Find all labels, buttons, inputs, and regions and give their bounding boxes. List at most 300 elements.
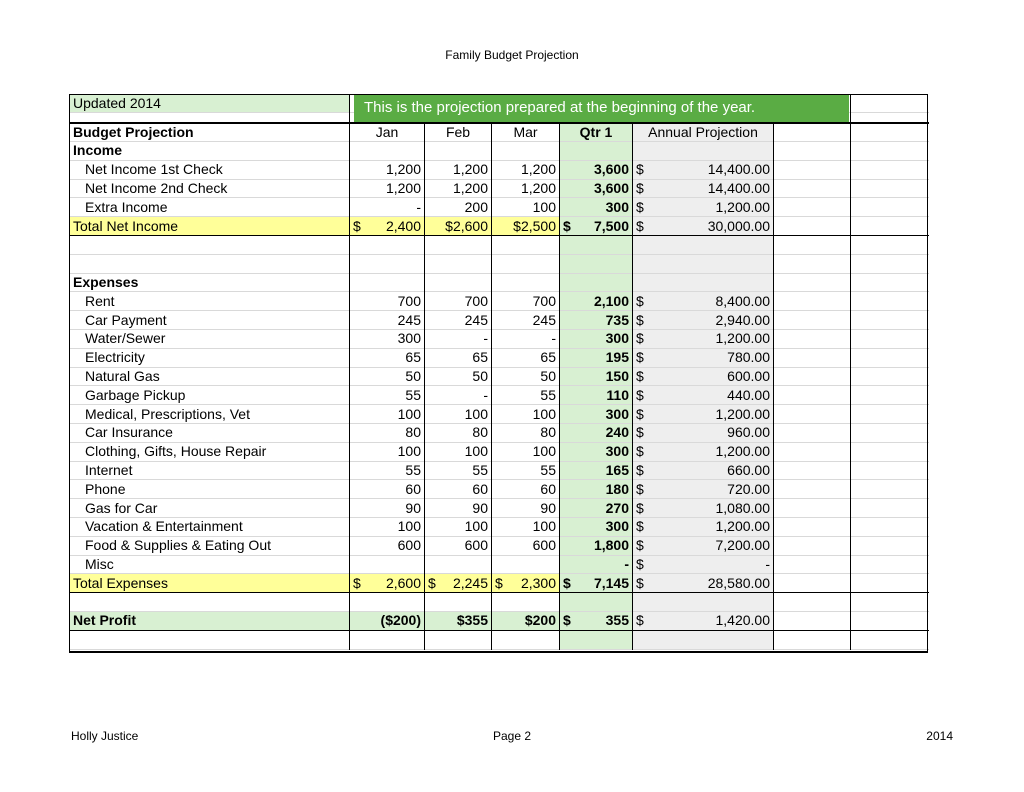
expense-row-annual[interactable]	[633, 405, 774, 424]
expense-row-qtr1[interactable]: 110	[560, 386, 633, 405]
expense-row	[70, 405, 929, 424]
income-row-jan[interactable]: 1,200	[350, 179, 425, 198]
income-row-annual-value: 14,400.00	[707, 180, 770, 197]
expense-row-annual[interactable]	[633, 367, 774, 386]
expense-row-label: Car Insurance	[70, 424, 350, 443]
cell[interactable]	[633, 593, 774, 612]
expense-row-qtr1[interactable]: 150	[560, 367, 633, 386]
expense-row-jan[interactable]: 55	[350, 461, 425, 480]
expense-row-annual-value: 1,080.00	[715, 499, 770, 516]
expense-row-jan[interactable]: 55	[350, 386, 425, 405]
cell[interactable]	[70, 593, 350, 612]
cell[interactable]	[492, 254, 560, 273]
expense-row-qtr1[interactable]: 165	[560, 461, 633, 480]
cell[interactable]	[851, 405, 929, 424]
expense-row-jan[interactable]: 600	[350, 536, 425, 555]
expense-row-label: Garbage Pickup	[70, 386, 350, 405]
cell[interactable]	[851, 518, 929, 537]
dollar-sign: $	[636, 443, 644, 460]
dollar-sign: $	[636, 368, 644, 385]
cell[interactable]	[350, 273, 425, 292]
dollar-sign: $	[353, 217, 361, 234]
expense-row-feb[interactable]: 65	[425, 348, 492, 367]
cell[interactable]	[70, 254, 350, 273]
cell[interactable]	[774, 311, 851, 330]
cell[interactable]	[851, 536, 929, 555]
net-profit-feb[interactable]: $355	[425, 612, 492, 631]
cell[interactable]	[851, 330, 929, 349]
expense-row	[70, 536, 929, 555]
cell[interactable]	[633, 254, 774, 273]
income-row-jan[interactable]: -	[350, 198, 425, 217]
expense-row-qtr1[interactable]: 735	[560, 311, 633, 330]
expense-row-feb[interactable]: 100	[425, 518, 492, 537]
dollar-sign: $	[428, 574, 436, 591]
expense-row-qtr1[interactable]: -	[560, 555, 633, 574]
expense-row-feb[interactable]: 245	[425, 311, 492, 330]
blank-row	[70, 236, 929, 255]
cell[interactable]	[774, 198, 851, 217]
cell[interactable]	[851, 386, 929, 405]
total-income-feb[interactable]: $2,600	[425, 217, 492, 236]
dollar-sign: $	[636, 217, 644, 234]
expense-row-label: Food & Supplies & Eating Out	[70, 536, 350, 555]
dollar-sign: $	[636, 480, 644, 497]
cell[interactable]	[851, 555, 929, 574]
total-expenses-annual[interactable]	[633, 574, 774, 593]
cell[interactable]	[851, 142, 929, 161]
expense-row-jan[interactable]: 100	[350, 405, 425, 424]
total-expenses-mar-value: 2,300	[520, 574, 556, 591]
total-expenses-jan-value: 2,600	[385, 574, 421, 591]
expense-row	[70, 461, 929, 480]
income-row	[70, 198, 929, 217]
expense-row-feb[interactable]: 100	[425, 442, 492, 461]
expense-row-qtr1[interactable]: 2,100	[560, 292, 633, 311]
income-row-annual[interactable]	[633, 160, 774, 179]
cell[interactable]	[774, 367, 851, 386]
cell[interactable]	[851, 292, 929, 311]
dollar-sign: $	[563, 612, 571, 629]
cell[interactable]	[851, 236, 929, 255]
total-expenses-jan[interactable]	[350, 574, 425, 593]
expense-row-qtr1[interactable]: 300	[560, 405, 633, 424]
expense-row-mar[interactable]: 600	[492, 536, 560, 555]
expense-row-mar[interactable]: 245	[492, 311, 560, 330]
column-header-qtr1: Qtr 1	[560, 123, 633, 142]
total-income-qtr1-value: 7,500	[593, 217, 629, 234]
expense-row-jan[interactable]: 245	[350, 311, 425, 330]
blank-row	[70, 254, 929, 273]
cell[interactable]	[350, 236, 425, 255]
footer-year: 2014	[926, 729, 953, 743]
expense-row-mar[interactable]: 80	[492, 424, 560, 443]
income-row-feb[interactable]: 200	[425, 198, 492, 217]
expense-row-annual[interactable]	[633, 292, 774, 311]
budget-table	[69, 94, 929, 650]
cell[interactable]	[560, 593, 633, 612]
expense-row-annual-value: 7,200.00	[715, 537, 770, 554]
expense-row-jan[interactable]: 60	[350, 480, 425, 499]
expense-row-feb[interactable]: 80	[425, 424, 492, 443]
column-header-mar: Mar	[492, 123, 560, 142]
income-row-qtr1[interactable]: 3,600	[560, 179, 633, 198]
dollar-sign: $	[636, 198, 644, 215]
total-expenses-feb[interactable]	[425, 574, 492, 593]
cell[interactable]	[774, 574, 851, 593]
expense-row-mar[interactable]: 100	[492, 518, 560, 537]
cell[interactable]	[774, 480, 851, 499]
cell[interactable]	[350, 254, 425, 273]
expense-row-jan[interactable]: 80	[350, 424, 425, 443]
expense-row	[70, 292, 929, 311]
expense-row-annual[interactable]	[633, 536, 774, 555]
cell[interactable]	[774, 123, 851, 142]
cell[interactable]	[851, 198, 929, 217]
cell[interactable]	[774, 217, 851, 236]
expense-row-feb[interactable]: 600	[425, 536, 492, 555]
cell[interactable]	[774, 160, 851, 179]
cell[interactable]	[851, 94, 929, 113]
cell[interactable]	[851, 311, 929, 330]
cell[interactable]	[774, 499, 851, 518]
expense-row-annual[interactable]	[633, 461, 774, 480]
cell[interactable]	[560, 142, 633, 161]
total-income-jan[interactable]	[350, 217, 425, 236]
expense-row-annual-value: 8,400.00	[715, 292, 770, 309]
net-profit-mar[interactable]: $200	[492, 612, 560, 631]
expense-row-mar[interactable]: 65	[492, 348, 560, 367]
expense-row-annual-value: 660.00	[727, 462, 770, 479]
dollar-sign: $	[636, 424, 644, 441]
budget-table-body	[70, 94, 929, 649]
expense-row-jan[interactable]: 100	[350, 518, 425, 537]
expense-row-feb[interactable]: 90	[425, 499, 492, 518]
expense-row-mar[interactable]: 50	[492, 367, 560, 386]
income-row-mar[interactable]: 1,200	[492, 179, 560, 198]
dollar-sign: $	[353, 574, 361, 591]
cell[interactable]	[70, 113, 350, 123]
expense-row-annual[interactable]	[633, 311, 774, 330]
expense-row-annual[interactable]	[633, 330, 774, 349]
expense-row-qtr1[interactable]: 1,800	[560, 536, 633, 555]
total-expenses-feb-value: 2,245	[452, 574, 488, 591]
cell[interactable]	[633, 236, 774, 255]
net-profit-label: Net Profit	[70, 612, 350, 631]
income-heading: Income	[70, 142, 350, 161]
income-row-mar[interactable]: 1,200	[492, 160, 560, 179]
cell[interactable]	[774, 405, 851, 424]
expense-row-annual-value: 1,200.00	[715, 443, 770, 460]
expense-row-qtr1[interactable]: 300	[560, 518, 633, 537]
expense-row-mar[interactable]: 100	[492, 405, 560, 424]
expense-row-jan[interactable]	[350, 555, 425, 574]
dollar-sign: $	[636, 462, 644, 479]
expense-row-annual[interactable]	[633, 424, 774, 443]
income-row-mar[interactable]: 100	[492, 198, 560, 217]
expense-row-annual-value: 1,200.00	[715, 405, 770, 422]
cell[interactable]	[492, 630, 560, 649]
cell[interactable]	[774, 461, 851, 480]
cell[interactable]	[425, 236, 492, 255]
expense-row-feb[interactable]: -	[425, 386, 492, 405]
column-header-annual: Annual Projection	[633, 123, 774, 142]
cell[interactable]	[851, 612, 929, 631]
expense-row	[70, 348, 929, 367]
cell[interactable]	[851, 254, 929, 273]
cell[interactable]	[851, 113, 929, 123]
expense-row-label: Rent	[70, 292, 350, 311]
expense-row-mar[interactable]: 90	[492, 499, 560, 518]
cell[interactable]	[851, 442, 929, 461]
cell[interactable]	[774, 442, 851, 461]
cell[interactable]	[774, 518, 851, 537]
expense-row-label: Water/Sewer	[70, 330, 350, 349]
dollar-sign: $	[636, 612, 644, 629]
expense-row-label: Clothing, Gifts, House Repair	[70, 442, 350, 461]
dollar-sign: $	[636, 574, 644, 591]
cell[interactable]	[425, 273, 492, 292]
cell[interactable]	[851, 630, 929, 649]
cell[interactable]	[851, 480, 929, 499]
income-row-annual[interactable]	[633, 198, 774, 217]
expense-row-annual[interactable]	[633, 499, 774, 518]
cell[interactable]	[851, 593, 929, 612]
net-profit-qtr1[interactable]	[560, 612, 633, 631]
expense-row-mar[interactable]: 55	[492, 461, 560, 480]
column-header-jan: Jan	[350, 123, 425, 142]
expense-row-jan[interactable]: 300	[350, 330, 425, 349]
expense-row-label: Phone	[70, 480, 350, 499]
cell[interactable]	[560, 630, 633, 649]
cell[interactable]	[70, 630, 350, 649]
total-income-qtr1[interactable]	[560, 217, 633, 236]
cell[interactable]	[492, 593, 560, 612]
expense-row	[70, 386, 929, 405]
dollar-sign: $	[495, 574, 503, 591]
total-expenses-annual-value: 28,580.00	[707, 574, 770, 591]
cell[interactable]	[633, 142, 774, 161]
column-header-label: Budget Projection	[70, 123, 350, 142]
cell[interactable]	[851, 160, 929, 179]
income-row-annual[interactable]	[633, 179, 774, 198]
dollar-sign: $	[636, 386, 644, 403]
expense-row-jan[interactable]: 50	[350, 367, 425, 386]
expense-row-label: Vacation & Entertainment	[70, 518, 350, 537]
expense-row-feb[interactable]: 100	[425, 405, 492, 424]
expense-row-feb[interactable]: -	[425, 330, 492, 349]
cell[interactable]	[633, 630, 774, 649]
page-header-title: Family Budget Projection	[445, 48, 579, 62]
cell[interactable]	[774, 254, 851, 273]
cell[interactable]	[633, 273, 774, 292]
cell[interactable]	[350, 142, 425, 161]
cell[interactable]	[774, 593, 851, 612]
cell[interactable]	[492, 142, 560, 161]
expense-row-label: Misc	[70, 555, 350, 574]
footer-author: Holly Justice	[71, 729, 139, 743]
cell[interactable]	[851, 217, 929, 236]
cell[interactable]	[774, 330, 851, 349]
cell[interactable]	[774, 236, 851, 255]
cell[interactable]	[851, 461, 929, 480]
total-income-annual[interactable]	[633, 217, 774, 236]
expense-row-mar[interactable]: -	[492, 330, 560, 349]
cell[interactable]	[851, 574, 929, 593]
cell[interactable]	[350, 593, 425, 612]
expense-row-mar[interactable]: 55	[492, 386, 560, 405]
dollar-sign: $	[636, 180, 644, 197]
footer-page-number: Page 2	[492, 729, 532, 743]
dollar-sign: $	[636, 518, 644, 535]
income-row-qtr1[interactable]: 3,600	[560, 160, 633, 179]
expense-row	[70, 518, 929, 537]
income-row	[70, 160, 929, 179]
expense-row-feb[interactable]: 700	[425, 292, 492, 311]
dollar-sign: $	[636, 556, 644, 573]
cell[interactable]	[774, 630, 851, 649]
cell[interactable]	[774, 348, 851, 367]
cell[interactable]	[774, 386, 851, 405]
cell[interactable]	[425, 630, 492, 649]
dollar-sign: $	[636, 537, 644, 554]
expense-row	[70, 555, 929, 574]
expense-row-annual[interactable]	[633, 555, 774, 574]
expense-row-annual[interactable]	[633, 386, 774, 405]
expense-row-mar[interactable]: 100	[492, 442, 560, 461]
expense-row-annual[interactable]	[633, 442, 774, 461]
cell[interactable]	[774, 424, 851, 443]
net-profit-qtr1-value: 355	[605, 612, 629, 629]
total-income-label: Total Net Income	[70, 217, 350, 236]
expense-row	[70, 311, 929, 330]
expense-row-mar[interactable]: 60	[492, 480, 560, 499]
expense-row-mar[interactable]: 700	[492, 292, 560, 311]
blank-row	[70, 593, 929, 612]
expense-row-annual-value: -	[765, 556, 770, 573]
income-row-label: Net Income 2nd Check	[70, 179, 350, 198]
expense-row-annual[interactable]	[633, 480, 774, 499]
expense-row-label: Internet	[70, 461, 350, 480]
cell[interactable]	[492, 236, 560, 255]
cell[interactable]	[851, 179, 929, 198]
expense-row	[70, 367, 929, 386]
expense-row-feb[interactable]	[425, 555, 492, 574]
total-income-row	[70, 217, 929, 236]
cell[interactable]	[560, 273, 633, 292]
dollar-sign: $	[563, 217, 571, 234]
expense-row-label: Electricity	[70, 348, 350, 367]
expense-row-annual-value: 1,200.00	[715, 330, 770, 347]
income-row-feb[interactable]: 1,200	[425, 179, 492, 198]
expense-row-label: Gas for Car	[70, 499, 350, 518]
expense-row-feb[interactable]: 50	[425, 367, 492, 386]
total-expenses-qtr1-value: 7,145	[593, 574, 629, 591]
net-profit-jan[interactable]: ($200)	[350, 612, 425, 631]
cell[interactable]	[851, 123, 929, 142]
expense-row-qtr1[interactable]: 180	[560, 480, 633, 499]
total-expenses-label: Total Expenses	[70, 574, 350, 593]
expense-row-annual[interactable]	[633, 348, 774, 367]
net-profit-annual-value: 1,420.00	[715, 612, 770, 629]
dollar-sign: $	[636, 349, 644, 366]
updated-cell[interactable]: Updated 2014	[70, 94, 350, 113]
total-income-mar[interactable]: $2,500	[492, 217, 560, 236]
net-profit-row	[70, 612, 929, 631]
cell[interactable]	[774, 612, 851, 631]
total-expenses-row	[70, 574, 929, 593]
expense-row-annual-value: 1,200.00	[715, 518, 770, 535]
expense-row-annual[interactable]	[633, 518, 774, 537]
total-income-annual-value: 30,000.00	[707, 217, 770, 234]
cell[interactable]	[774, 273, 851, 292]
cell[interactable]	[560, 236, 633, 255]
expense-row-annual-value: 780.00	[727, 349, 770, 366]
expense-row-jan[interactable]: 90	[350, 499, 425, 518]
total-expenses-mar[interactable]	[492, 574, 560, 593]
cell[interactable]	[492, 273, 560, 292]
expense-row	[70, 424, 929, 443]
cell[interactable]	[851, 348, 929, 367]
income-row-jan[interactable]: 1,200	[350, 160, 425, 179]
expense-row-qtr1[interactable]: 300	[560, 330, 633, 349]
expense-row-qtr1[interactable]: 195	[560, 348, 633, 367]
expense-row-label: Natural Gas	[70, 367, 350, 386]
cell[interactable]	[774, 179, 851, 198]
cell[interactable]	[851, 367, 929, 386]
expense-row-label: Medical, Prescriptions, Vet	[70, 405, 350, 424]
expense-row-annual-value: 440.00	[727, 386, 770, 403]
expense-row-annual-value: 720.00	[727, 480, 770, 497]
income-row-qtr1[interactable]: 300	[560, 198, 633, 217]
net-profit-annual[interactable]	[633, 612, 774, 631]
expense-row-jan[interactable]: 65	[350, 348, 425, 367]
expense-row-mar[interactable]	[492, 555, 560, 574]
expense-row-qtr1[interactable]: 270	[560, 499, 633, 518]
income-row-feb[interactable]: 1,200	[425, 160, 492, 179]
total-expenses-qtr1[interactable]	[560, 574, 633, 593]
cell[interactable]	[851, 499, 929, 518]
cell[interactable]	[350, 630, 425, 649]
cell[interactable]	[851, 424, 929, 443]
expense-row	[70, 480, 929, 499]
cell[interactable]	[425, 142, 492, 161]
cell[interactable]	[774, 536, 851, 555]
income-row-annual-value: 1,200.00	[715, 198, 770, 215]
cell[interactable]	[560, 254, 633, 273]
cell[interactable]	[425, 254, 492, 273]
cell[interactable]	[774, 142, 851, 161]
expense-row-qtr1[interactable]: 240	[560, 424, 633, 443]
expense-row-jan[interactable]: 100	[350, 442, 425, 461]
expense-row	[70, 330, 929, 349]
cell[interactable]	[425, 593, 492, 612]
dollar-sign: $	[636, 499, 644, 516]
cell[interactable]	[70, 236, 350, 255]
expense-row	[70, 442, 929, 461]
projection-note-banner: This is the projection prepared at the beginning of the year.	[354, 94, 849, 122]
expense-row-feb[interactable]: 55	[425, 461, 492, 480]
dollar-sign: $	[636, 161, 644, 178]
expense-row-jan[interactable]: 700	[350, 292, 425, 311]
cell[interactable]	[774, 292, 851, 311]
cell[interactable]	[851, 273, 929, 292]
cell[interactable]	[774, 555, 851, 574]
expense-row-annual-value: 960.00	[727, 424, 770, 441]
expense-row-qtr1[interactable]: 300	[560, 442, 633, 461]
income-row	[70, 179, 929, 198]
expense-row-feb[interactable]: 60	[425, 480, 492, 499]
